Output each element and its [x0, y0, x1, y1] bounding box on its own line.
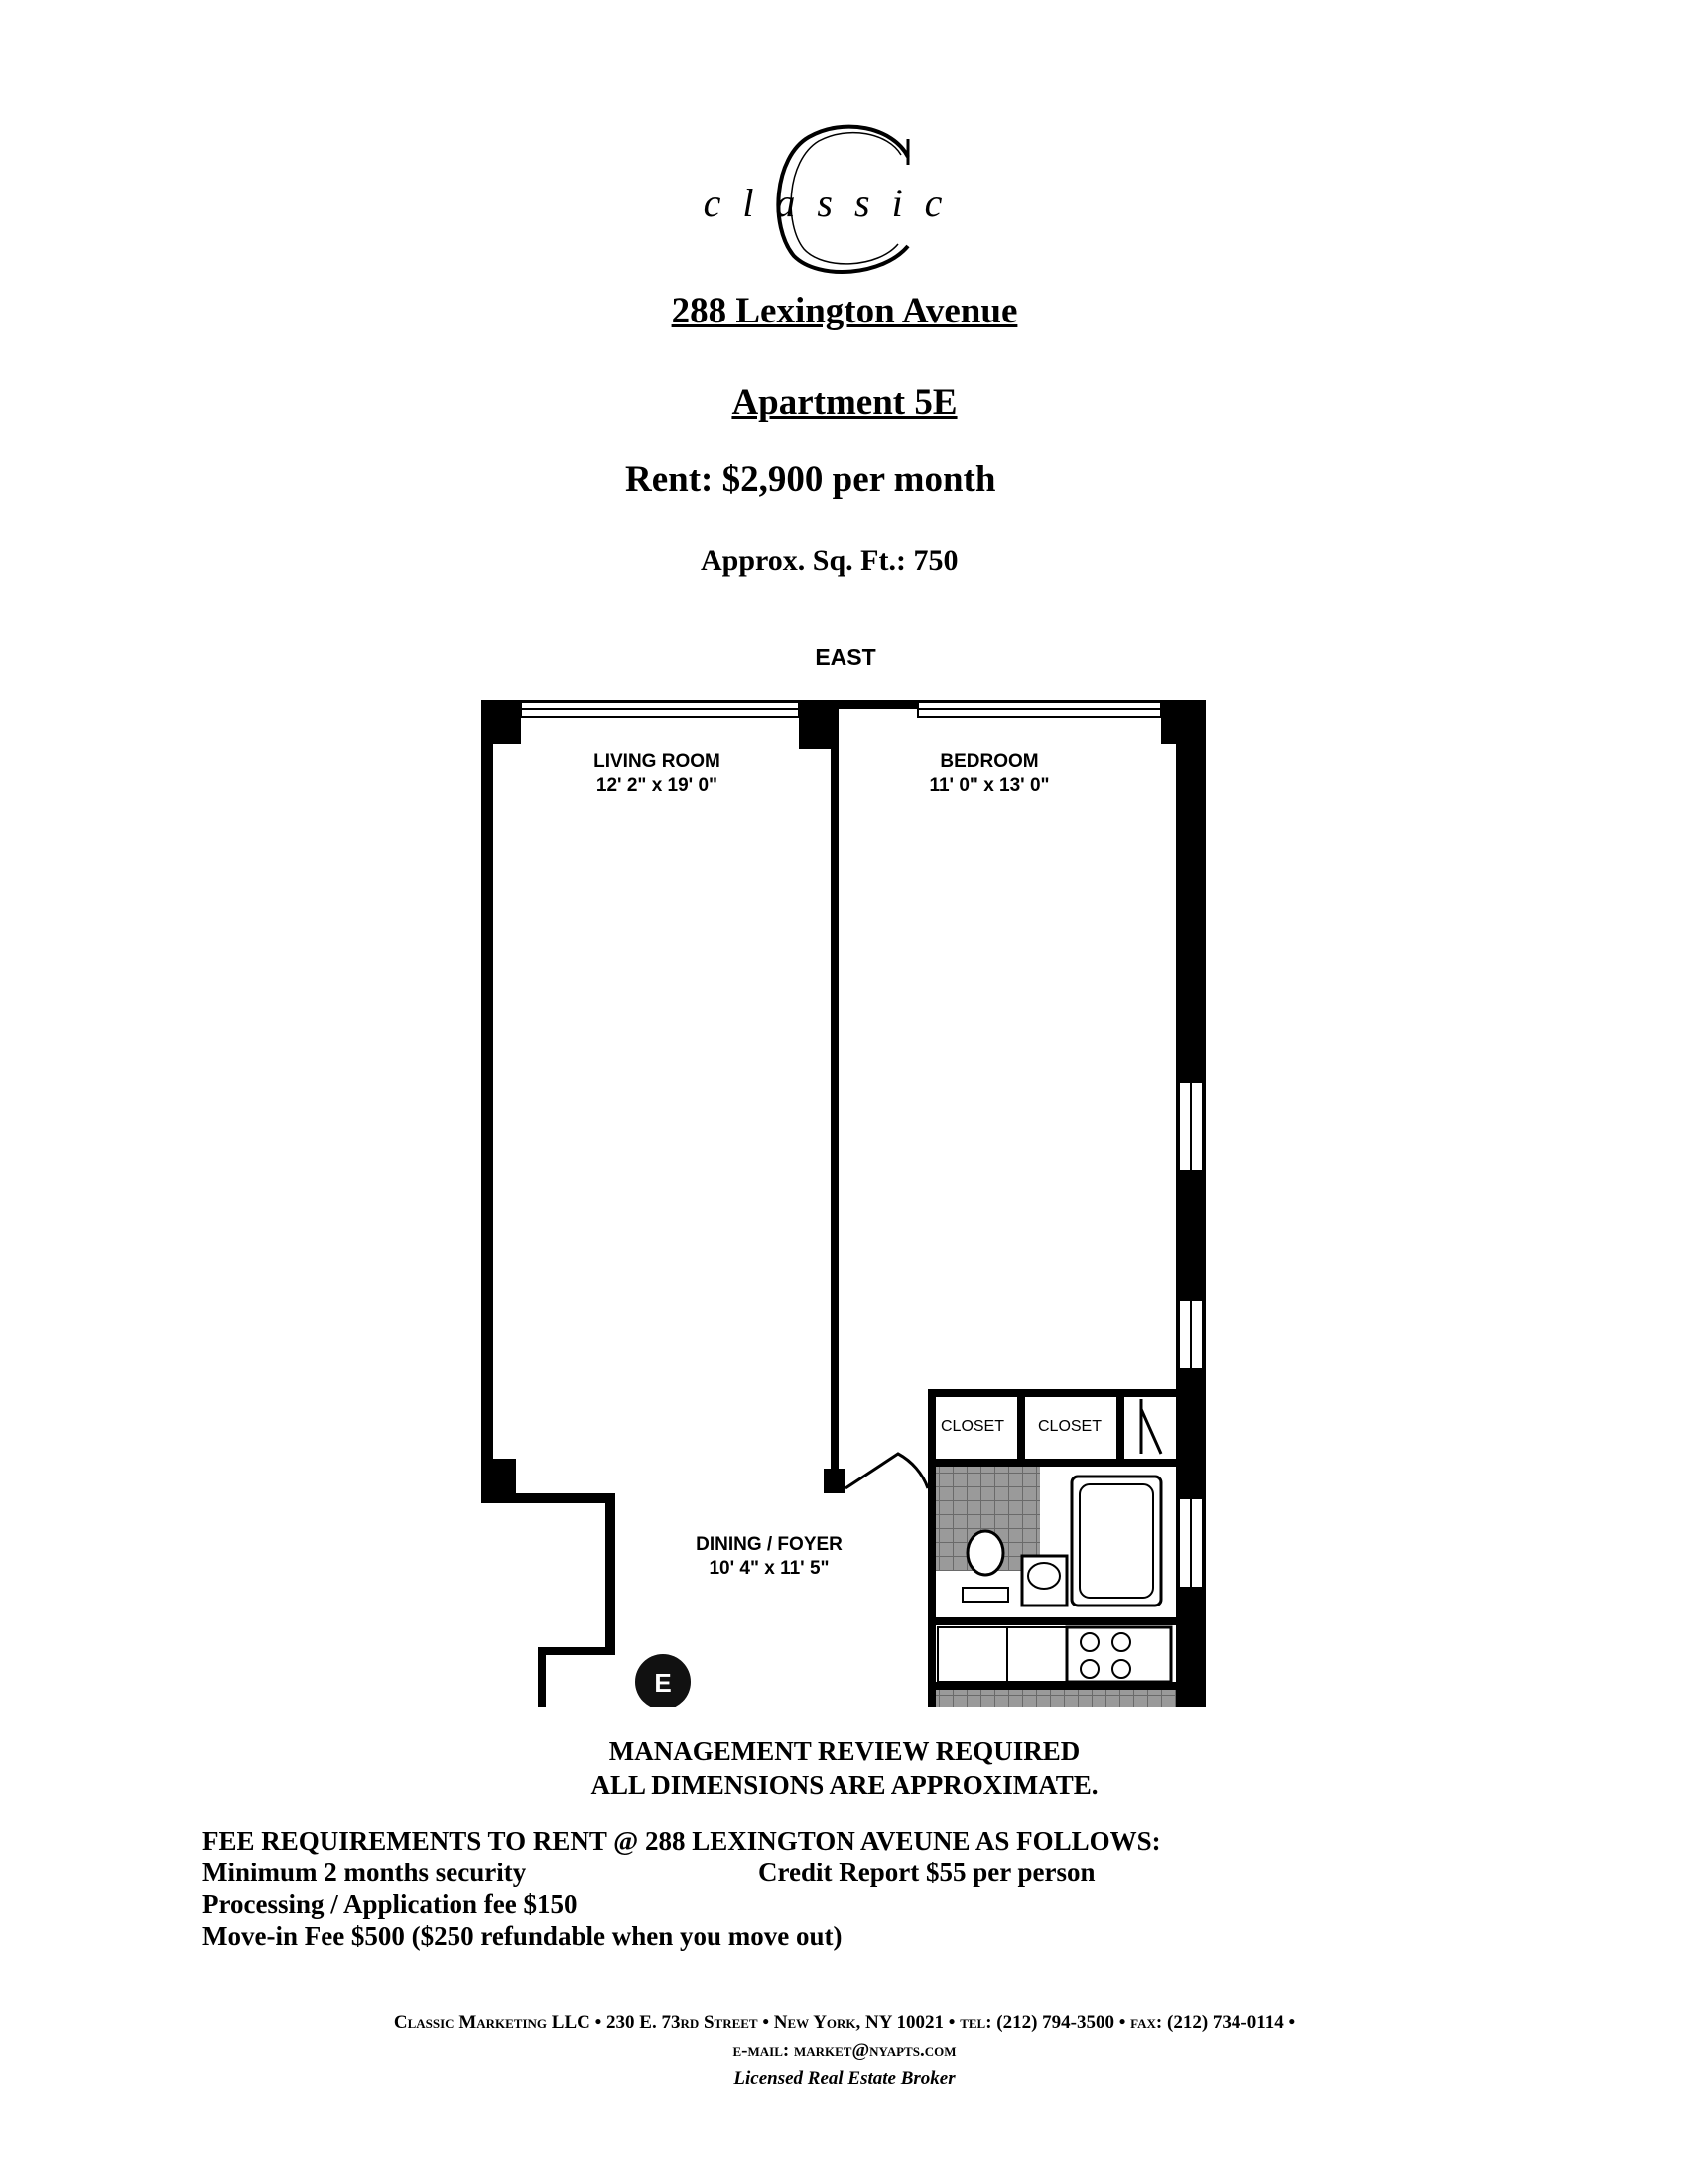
closet-label: CLOSET — [940, 1418, 1005, 1435]
bathroom — [936, 1467, 1161, 1606]
fax-label: fax: — [1130, 2012, 1163, 2033]
fax-number: (212) 734-0114 — [1167, 2012, 1284, 2033]
kitchen — [936, 1627, 1176, 1707]
sqft-text: Approx. Sq. Ft.: 750 — [701, 544, 959, 577]
living-room-size: 12' 2" x 19' 0" — [595, 775, 718, 796]
processing-fee: Processing / Application fee $150 — [202, 1889, 578, 1919]
orientation-label: EAST — [815, 644, 876, 670]
apartment-title: Apartment 5E — [731, 382, 958, 423]
closet-label: CLOSET — [1037, 1418, 1103, 1435]
company-city: New York, NY 10021 — [773, 2012, 945, 2033]
fee-heading: FEE REQUIREMENTS TO RENT @ 288 LEXINGTON AVEUNE AS FOLLOWS: — [202, 1826, 1161, 1856]
living-room-label: LIVING ROOM — [593, 751, 720, 772]
move-in-fee: Move-in Fee $500 ($250 refundable when you move out) — [202, 1921, 843, 1951]
email-address[interactable]: market@nyapts.com — [793, 2040, 957, 2061]
fee-row-security — [202, 1858, 1493, 1889]
security-fee: Minimum 2 months security — [202, 1858, 527, 1887]
floor-plan — [466, 625, 1221, 1707]
right-windows — [1179, 1082, 1203, 1588]
company-name: Classic Marketing LLC — [393, 2012, 590, 2033]
tel-number: (212) 794-3500 — [996, 2012, 1115, 2033]
footer-email-line — [0, 2038, 1689, 2064]
broker-license: Licensed Real Estate Broker — [733, 2068, 956, 2089]
dimensions-note: ALL DIMENSIONS ARE APPROXIMATE. — [590, 1770, 1099, 1800]
dining-foyer-size: 10' 4" x 11' 5" — [709, 1558, 830, 1579]
company-street: 230 E. 73rd Street — [606, 2012, 758, 2033]
dining-foyer-label: DINING / FOYER — [696, 1534, 843, 1555]
management-note: MANAGEMENT REVIEW REQUIRED — [608, 1736, 1081, 1766]
entry-marker-label: E — [654, 1668, 672, 1698]
tel-label: tel: — [960, 2012, 992, 2033]
email-label: e-mail: — [732, 2040, 790, 2061]
footer-contact-line: Classic Marketing LLC • 230 E. 73rd Street • New York, NY 10021 • tel: (212) 794-3500 • fax: (212) 734-0114 • — [393, 2012, 1296, 2033]
fee-requirements — [202, 1826, 1493, 1953]
address-title: 288 Lexington Avenue — [671, 291, 1018, 331]
bedroom-size: 11' 0" x 13' 0" — [929, 775, 1050, 796]
logo-text: classic — [703, 181, 965, 225]
rent-text: Rent: $2,900 per month — [625, 459, 996, 500]
classic-logo — [695, 117, 973, 276]
bedroom-label: BEDROOM — [940, 751, 1039, 772]
credit-report-fee: Credit Report $55 per person — [758, 1858, 1096, 1887]
